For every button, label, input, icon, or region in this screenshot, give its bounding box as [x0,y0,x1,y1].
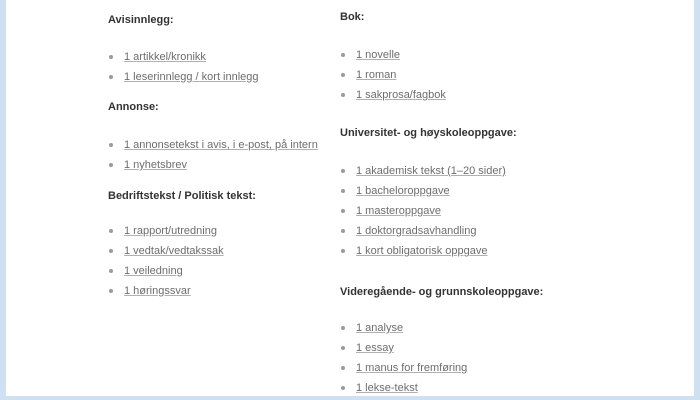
section-heading-avisinnlegg: Avisinnlegg: [108,14,174,26]
list-bedriftstekst [108,221,224,301]
list-avisinnlegg [108,47,259,87]
bullet-icon [341,326,345,330]
bullet-icon [341,169,345,173]
list-item[interactable] [340,161,506,181]
list-item[interactable] [108,67,259,87]
bullet-icon [109,249,113,253]
bullet-icon [109,75,113,79]
list-item[interactable] [340,201,506,221]
item-link[interactable]: 1 veiledning [124,265,183,277]
list-item[interactable] [340,181,506,201]
list-item[interactable] [340,221,506,241]
bullet-icon [341,53,345,57]
item-link[interactable]: 1 manus for fremføring [356,362,468,374]
item-link[interactable]: 1 novelle [356,49,401,61]
list-item[interactable] [340,378,467,398]
list-annonse [108,135,318,175]
item-link[interactable]: 1 sakprosa/fagbok [356,89,446,101]
item-link[interactable]: 1 nyhetsbrev [124,159,187,171]
list-item[interactable] [340,338,467,358]
list-item[interactable] [108,241,224,261]
item-link[interactable]: 1 leserinnlegg / kort innlegg [124,71,259,83]
list-item[interactable] [108,47,259,67]
item-link[interactable]: 1 lekse-tekst [356,382,418,394]
list-bok [340,45,446,105]
bullet-icon [341,386,345,390]
item-link[interactable]: 1 rapport/utredning [124,225,217,237]
section-heading-universitet: Universitet- og høyskoleoppgave: [340,127,517,139]
bullet-icon [109,55,113,59]
item-link[interactable]: 1 akademisk tekst (1–20 sider) [356,165,506,177]
item-link[interactable]: 1 kort obligatorisk oppgave [356,245,488,257]
section-heading-videregaende: Videregående- og grunnskoleoppgave: [340,286,544,298]
list-item[interactable] [108,281,224,301]
bullet-icon [109,269,113,273]
bullet-icon [341,229,345,233]
list-universitet [340,161,506,261]
item-link[interactable]: 1 roman [356,69,397,81]
section-heading-bedriftstekst: Bedriftstekst / Politisk tekst: [108,190,256,202]
list-item[interactable] [340,45,446,65]
list-item[interactable] [108,135,318,155]
bullet-icon [341,346,345,350]
section-heading-annonse: Annonse: [108,101,159,113]
item-link[interactable]: 1 høringssvar [124,285,191,297]
bullet-icon [109,289,113,293]
list-item[interactable] [340,318,467,338]
section-heading-bok: Bok: [340,11,365,23]
bullet-icon [341,73,345,77]
bullet-icon [109,163,113,167]
list-item[interactable] [340,241,506,261]
bullet-icon [341,209,345,213]
item-link[interactable]: 1 masteroppgave [356,205,441,217]
bullet-icon [341,366,345,370]
list-item[interactable] [108,221,224,241]
bullet-icon [341,93,345,97]
list-videregaende [340,318,467,398]
list-item[interactable] [108,155,318,175]
item-link[interactable]: 1 essay [356,342,394,354]
item-link[interactable]: 1 doktorgradsavhandling [356,225,477,237]
bullet-icon [109,229,113,233]
list-item[interactable] [340,85,446,105]
bullet-icon [341,189,345,193]
item-link[interactable]: 1 annonsetekst i avis, i e-post, på intern [124,139,318,151]
item-link[interactable]: 1 bacheloroppgave [356,185,450,197]
list-item[interactable] [340,65,446,85]
bullet-icon [341,249,345,253]
item-link[interactable]: 1 artikkel/kronikk [124,51,206,63]
list-item[interactable] [108,261,224,281]
list-item[interactable] [340,358,467,378]
item-link[interactable]: 1 vedtak/vedtakssak [124,245,224,257]
bullet-icon [109,143,113,147]
item-link[interactable]: 1 analyse [356,322,404,334]
